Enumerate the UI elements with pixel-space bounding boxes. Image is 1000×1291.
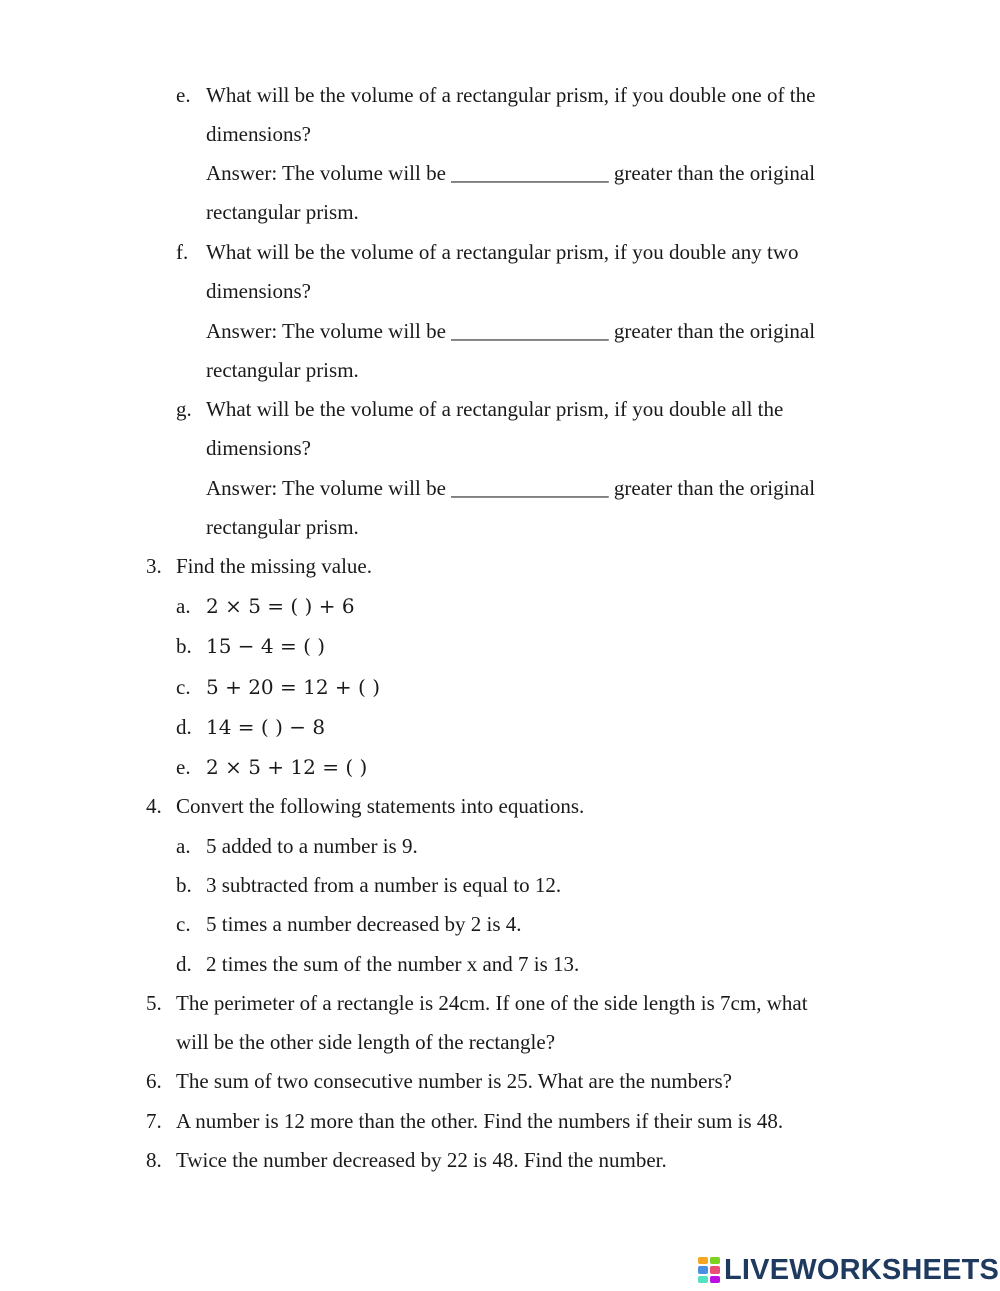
q3e-expression[interactable]: 2 × 5 + 12 = ( ) (206, 755, 368, 779)
q3a-expression[interactable]: 2 × 5 = ( ) + 6 (206, 594, 355, 618)
q2e-answer-line-2: rectangular prism. (206, 200, 359, 224)
q2f-question-line-1: What will be the volume of a rectangular prism, if you double any two (206, 240, 799, 264)
q2g-marker: g. (176, 397, 192, 421)
q4c-statement: 5 times a number decreased by 2 is 4. (206, 912, 522, 936)
q2g-question-line-1: What will be the volume of a rectangular prism, if you double all the (206, 397, 784, 421)
q4b-statement: 3 subtracted from a number is equal to 12. (206, 873, 562, 897)
q3c-marker: c. (176, 675, 191, 699)
q2g-question-line-2: dimensions? (206, 436, 311, 460)
q2f-question-line-2: dimensions? (206, 279, 311, 303)
q4-title: Convert the following statements into equations. (176, 794, 585, 818)
liveworksheets-logo[interactable] (698, 1255, 999, 1285)
q2f-marker: f. (176, 240, 189, 264)
q4-number: 4. (146, 794, 162, 818)
q2g-answer-line-1[interactable]: Answer: The volume will be _______________ greater than the original (206, 476, 816, 500)
q4a-marker: a. (176, 834, 191, 858)
q3c-expression[interactable]: 5 + 20 = 12 + ( ) (206, 675, 381, 699)
q3d-expression[interactable]: 14 = ( ) − 8 (206, 715, 326, 739)
q5-line-2: will be the other side length of the rectangle? (176, 1030, 556, 1054)
liveworksheets-logo-text: LIVEWORKSHEETS (724, 1253, 1000, 1286)
q3-number: 3. (146, 554, 162, 578)
q8-text: Twice the number decreased by 22 is 48. Find the number. (176, 1148, 667, 1172)
q3d-marker: d. (176, 715, 192, 739)
q6-number: 6. (146, 1069, 162, 1093)
q2e-answer-line-1[interactable]: Answer: The volume will be _______________ greater than the original (206, 161, 816, 185)
q2f-answer-line-2: rectangular prism. (206, 358, 359, 382)
q4d-marker: d. (176, 952, 192, 976)
q2e-question-line-2: dimensions? (206, 122, 311, 146)
q8-number: 8. (146, 1148, 162, 1172)
q4c-marker: c. (176, 912, 191, 936)
q3e-marker: e. (176, 755, 191, 779)
q4d-statement: 2 times the sum of the number x and 7 is 13. (206, 952, 580, 976)
q2f-answer-line-1[interactable]: Answer: The volume will be _______________ greater than the original (206, 319, 816, 343)
q5-line-1: The perimeter of a rectangle is 24cm. If one of the side length is 7cm, what (176, 991, 808, 1015)
q3-title: Find the missing value. (176, 554, 372, 578)
q4b-marker: b. (176, 873, 192, 897)
liveworksheets-mark-icon (698, 1257, 720, 1283)
q3b-expression[interactable]: 15 − 4 = ( ) (206, 634, 326, 658)
q3b-marker: b. (176, 634, 192, 658)
q2e-marker: e. (176, 83, 191, 107)
q3a-marker: a. (176, 594, 191, 618)
q7-text: A number is 12 more than the other. Find the numbers if their sum is 48. (176, 1109, 784, 1133)
q2g-answer-line-2: rectangular prism. (206, 515, 359, 539)
q7-number: 7. (146, 1109, 162, 1133)
q4a-statement: 5 added to a number is 9. (206, 834, 418, 858)
q2e-question-line-1: What will be the volume of a rectangular prism, if you double one of the (206, 83, 816, 107)
q6-text: The sum of two consecutive number is 25. What are the numbers? (176, 1069, 732, 1093)
q5-number: 5. (146, 991, 162, 1015)
